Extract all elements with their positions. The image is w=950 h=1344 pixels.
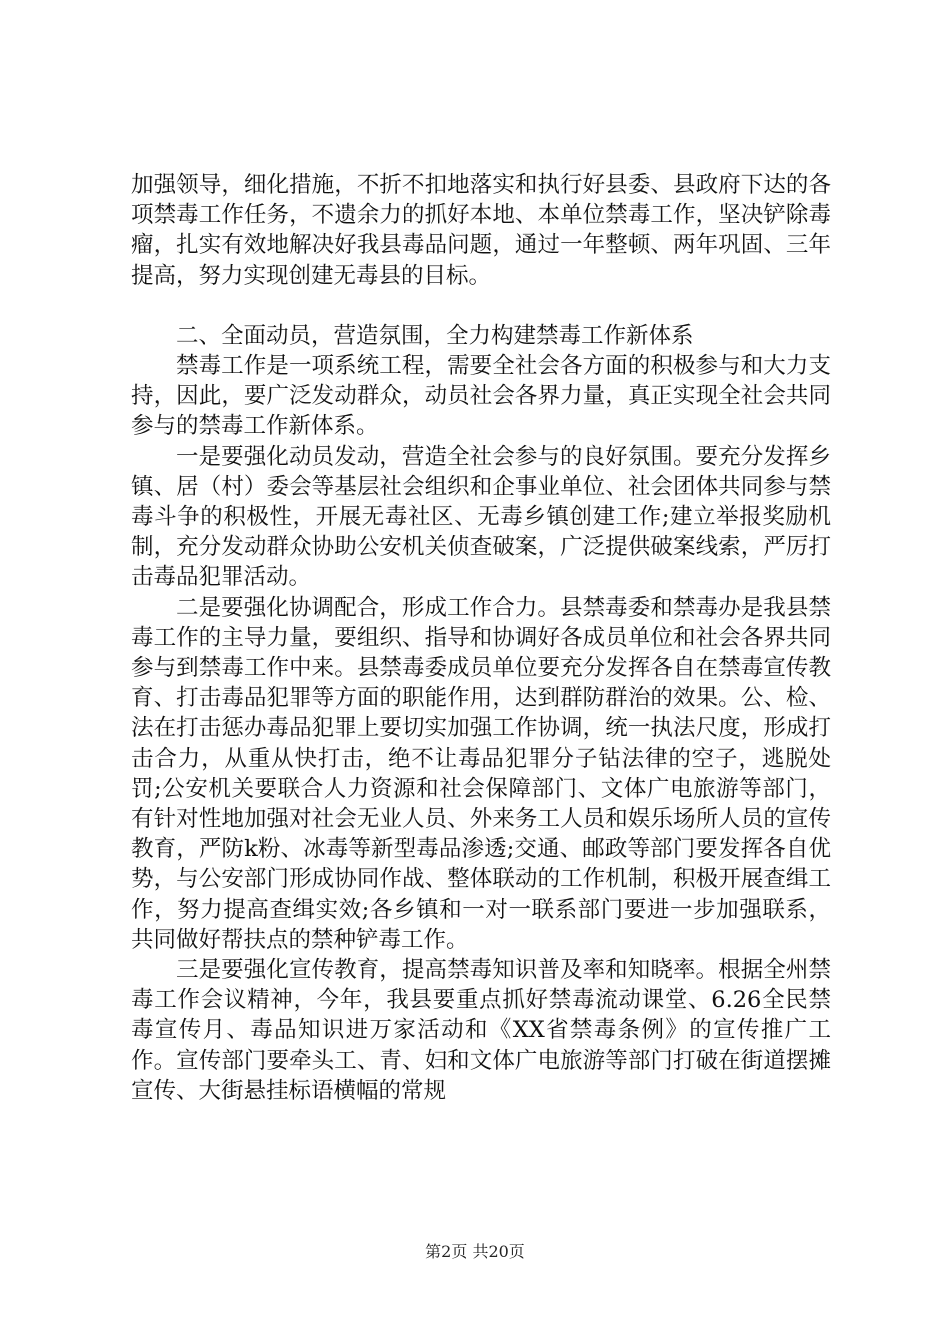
paragraph-section-intro: 禁毒工作是一项系统工程，需要全社会各方面的积极参与和大力支持，因此，要广泛发动群众，动员社会各界力量，真正实现全社会共同参与的禁毒工作新体系。 xyxy=(131,353,831,440)
section-heading: 二、全面动员，营造氛围，全力构建禁毒工作新体系 xyxy=(176,322,694,349)
paragraph-point-one: 一是要强化动员发动，营造全社会参与的良好氛围。要充分发挥乡镇、居（村）委会等基层社会组织和企事业单位、社会团体共同参与禁毒斗争的积极性，开展无毒社区、无毒乡镇创建工作;建立举报奖励机制，充分发动群众协助公安机关侦查破案，广泛提供破案线索，严厉打击毒品犯罪活动。 xyxy=(131,443,831,591)
paragraph-point-two: 二是要强化协调配合，形成工作合力。县禁毒委和禁毒办是我县禁毒工作的主导力量，要组织、指导和协调好各成员单位和社会各界共同参与到禁毒工作中来。县禁毒委成员单位要充分发挥各自在禁毒宣传教育、打击毒品犯罪等方面的职能作用，达到群防群治的效果。公、检、法在打击惩办毒品犯罪上要切实加强工作协调，统一执法尺度，形成打击合力，从重从快打击，绝不让毒品犯罪分子钻法律的空子，逃脱处罚;公安机关要联合人力资源和社会保障部门、文体广电旅游等部门，有针对性地加强对社会无业人员、外来务工人员和娱乐场所人员的宣传教育，严防k粉、冰毒等新型毒品渗透;交通、邮政等部门要发挥各自优势，与公安部门形成协同作战、整体联动的工作机制，积极开展查缉工作，努力提高查缉实效;各乡镇和一对一联系部门要进一步加强联系，共同做好帮扶点的禁种铲毒工作。 xyxy=(131,594,831,953)
document-body xyxy=(131,170,831,1106)
page-number-footer: 第2页 共20页 xyxy=(425,1242,525,1261)
paragraph-point-three: 三是要强化宣传教育，提高禁毒知识普及率和知晓率。根据全州禁毒工作会议精神，今年，我县要重点抓好禁毒流动课堂、6.26全民禁毒宣传月、毒品知识进万家活动和《XX省禁毒条例》的宣传推广工作。宣传部门要牵头工、青、妇和文体广电旅游等部门打破在街道摆摊宣传、大街悬挂标语横幅的常规 xyxy=(131,957,831,1104)
paragraph-continuation: 加强领导，细化措施，不折不扣地落实和执行好县委、县政府下达的各项禁毒工作任务，不遗余力的抓好本地、本单位禁毒工作，坚决铲除毒瘤，扎实有效地解决好我县毒品问题，通过一年整顿、两年巩固、三年提高，努力实现创建无毒县的目标。 xyxy=(131,172,831,289)
